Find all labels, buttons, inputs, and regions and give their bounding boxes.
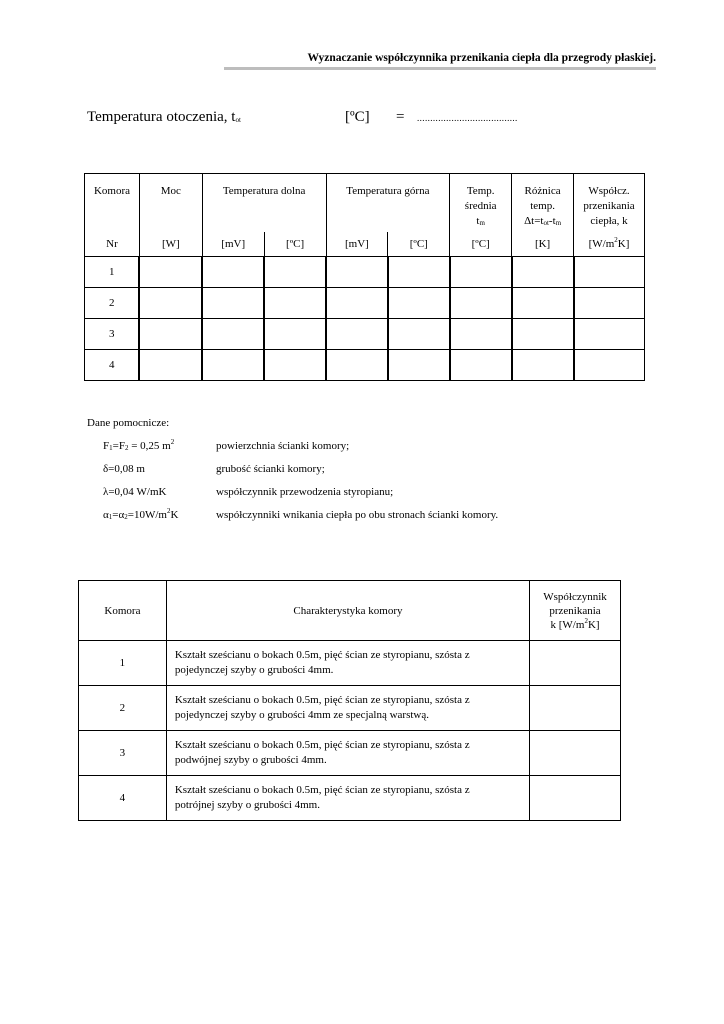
chamber-wsp-line3a: k [W/m	[550, 618, 585, 631]
cell-srednia[interactable]	[450, 288, 512, 319]
cell-gorna-mv[interactable]	[326, 257, 388, 288]
ambient-label-subscript: ot	[235, 116, 241, 124]
chamber-header-wspolczynnik	[530, 581, 621, 641]
chamber-desc-line1: Kształt sześcianu o bokach 0.5m, pięć ścian ze styropianu, szósta z	[174, 739, 470, 751]
header-roznica-line3b: -t	[548, 215, 556, 227]
chamber-desc-line2: pojedynczej szyby o grubości 4mm ze specjalną warstwą.	[174, 709, 429, 721]
unit-gorna-mv: [mV]	[326, 232, 388, 257]
chamber-row	[79, 731, 621, 776]
aux-desc-alpha: współczynniki wnikania ciepła po obu stronach ścianki komory.	[216, 509, 499, 521]
ambient-equals-sign: =	[396, 109, 405, 125]
header-temp-srednia-line3: t	[476, 215, 480, 227]
unit-dolna-mv: [mV]	[202, 232, 264, 257]
unit-wsp-part2: K]	[617, 238, 630, 250]
ambient-value-blank[interactable]: ......................................	[417, 113, 518, 123]
header-temp-dolna: Temperatura dolna	[202, 174, 326, 233]
aux-desc-area: powierzchnia ścianki komory;	[216, 440, 350, 452]
aux-sym-part: =10W/m	[127, 509, 167, 521]
chamber-wsp-line1: Współczynnik	[543, 590, 607, 603]
aux-sym-sub: 1	[108, 513, 113, 521]
header-moc: Moc	[139, 174, 202, 233]
aux-sym-sub: 2	[124, 444, 129, 452]
ambient-label-text: Temperatura otoczenia, t	[87, 109, 236, 125]
chamber-number: 4	[79, 776, 167, 821]
row-number: 1	[85, 257, 140, 288]
cell-dolna-mv[interactable]	[202, 288, 264, 319]
cell-moc[interactable]	[139, 288, 202, 319]
chamber-desc-line1: Kształt sześcianu o bokach 0.5m, pięć ścian ze styropianu, szósta z	[174, 694, 470, 706]
chamber-k-cell[interactable]	[530, 776, 621, 821]
unit-srednia-c: [ºC]	[450, 232, 512, 257]
header-roznica-line1: Różnica	[524, 185, 561, 197]
unit-wspolczynnik	[574, 232, 645, 257]
chamber-k-cell[interactable]	[530, 731, 621, 776]
header-roznica	[512, 174, 574, 233]
chamber-desc-line2: podwójnej szyby o grubości 4mm.	[174, 754, 327, 766]
cell-dolna-c[interactable]	[264, 257, 326, 288]
measurement-table	[84, 173, 645, 381]
aux-sym-part: = 0,25 m	[128, 440, 171, 452]
header-temp-srednia-line1: Temp.	[466, 185, 495, 197]
aux-sym-sub: 2	[124, 513, 128, 521]
header-roznica-sub-a: ot	[543, 219, 549, 227]
header-wspolczynnik	[574, 174, 645, 233]
chamber-desc-line1: Kształt sześcianu o bokach 0.5m, pięć ścian ze styropianu, szósta z	[174, 649, 470, 661]
measurement-row	[85, 350, 645, 381]
cell-dolna-mv[interactable]	[202, 319, 264, 350]
chamber-row	[79, 776, 621, 821]
header-temp-srednia-line2: średnia	[464, 200, 497, 212]
header-wspolcz-line1: Współcz.	[588, 185, 630, 197]
aux-sym-sup: 2	[170, 438, 175, 446]
aux-sym-sup: 2	[166, 507, 171, 515]
measurement-header-row	[85, 174, 645, 233]
row-number: 3	[85, 319, 140, 350]
cell-dolna-c[interactable]	[264, 288, 326, 319]
chamber-description	[166, 731, 529, 776]
unit-wsp-part1: [W/m	[588, 238, 615, 250]
aux-sym-part: α	[103, 509, 109, 521]
cell-wspolczynnik[interactable]	[574, 288, 645, 319]
ambient-temperature-unit: [ºC]	[345, 109, 370, 125]
unit-moc: [W]	[139, 232, 202, 257]
unit-roznica-k: [K]	[512, 232, 574, 257]
header-rule	[224, 67, 656, 70]
cell-dolna-mv[interactable]	[202, 257, 264, 288]
cell-gorna-mv[interactable]	[326, 350, 388, 381]
chamber-wsp-line3b: K]	[587, 618, 600, 631]
chamber-wsp-sup: 2	[584, 616, 588, 625]
cell-gorna-c[interactable]	[388, 257, 450, 288]
aux-data-title: Dane pomocnicze:	[87, 417, 170, 429]
cell-srednia[interactable]	[450, 319, 512, 350]
chamber-description	[166, 686, 529, 731]
cell-moc[interactable]	[139, 350, 202, 381]
aux-symbol-thickness: δ=0,08 m	[103, 463, 145, 475]
chamber-description	[166, 776, 529, 821]
header-wspolcz-line2: przenikania	[583, 200, 635, 212]
header-roznica-sub-b: m	[555, 219, 562, 227]
page-header-title: Wyznaczanie współczynnika przenikania ciepła dla przegrody płaskiej.	[307, 52, 656, 64]
cell-gorna-mv[interactable]	[326, 319, 388, 350]
unit-wsp-sup: 2	[614, 236, 618, 244]
aux-desc-conductivity: współczynnik przewodzenia styropianu;	[216, 486, 394, 498]
chamber-header-row	[79, 581, 621, 641]
cell-roznica[interactable]	[512, 319, 574, 350]
aux-sym-part: K	[170, 509, 179, 521]
cell-gorna-mv[interactable]	[326, 288, 388, 319]
header-roznica-line2: temp.	[530, 200, 555, 212]
row-number: 4	[85, 350, 140, 381]
cell-gorna-c[interactable]	[388, 288, 450, 319]
row-number: 2	[85, 288, 140, 319]
chamber-number: 1	[79, 641, 167, 686]
cell-moc[interactable]	[139, 257, 202, 288]
header-roznica-line3a: Δt=t	[524, 215, 544, 227]
chamber-table	[78, 580, 621, 821]
measurement-units-row	[85, 232, 645, 257]
measurement-row	[85, 319, 645, 350]
header-temp-srednia-sub: m	[479, 219, 485, 227]
aux-sym-sub: 1	[109, 444, 113, 452]
aux-sym-part: F	[103, 440, 110, 452]
chamber-k-cell[interactable]	[530, 641, 621, 686]
unit-dolna-c: [ºC]	[264, 232, 326, 257]
aux-sym-part: =F	[112, 440, 125, 452]
cell-roznica[interactable]	[512, 257, 574, 288]
cell-wspolczynnik[interactable]	[574, 319, 645, 350]
cell-dolna-c[interactable]	[264, 350, 326, 381]
chamber-desc-line1: Kształt sześcianu o bokach 0.5m, pięć ścian ze styropianu, szósta z	[174, 784, 470, 796]
aux-symbol-area	[103, 440, 174, 452]
cell-roznica[interactable]	[512, 350, 574, 381]
cell-gorna-c[interactable]	[388, 350, 450, 381]
chamber-description	[166, 641, 529, 686]
ambient-temperature-label	[87, 109, 241, 126]
cell-wspolczynnik[interactable]	[574, 350, 645, 381]
measurement-row	[85, 288, 645, 319]
chamber-row	[79, 686, 621, 731]
chamber-wsp-line2: przenikania	[549, 604, 601, 617]
measurement-row	[85, 257, 645, 288]
unit-gorna-c: [ºC]	[388, 232, 450, 257]
unit-nr: Nr	[85, 232, 140, 257]
chamber-desc-line2: potrójnej szyby o grubości 4mm.	[174, 799, 320, 811]
cell-dolna-mv[interactable]	[202, 350, 264, 381]
aux-symbol-conductivity: λ=0,04 W/mK	[103, 486, 167, 498]
chamber-row	[79, 641, 621, 686]
cell-srednia[interactable]	[450, 257, 512, 288]
header-komora: Komora	[85, 174, 140, 233]
chamber-desc-line2: pojedynczej szyby o grubości 4mm.	[174, 664, 334, 676]
aux-desc-thickness: grubość ścianki komory;	[216, 463, 325, 475]
cell-roznica[interactable]	[512, 288, 574, 319]
aux-sym-part: =α	[112, 509, 125, 521]
chamber-k-cell[interactable]	[530, 686, 621, 731]
header-temp-srednia	[450, 174, 512, 233]
chamber-number: 3	[79, 731, 167, 776]
cell-moc[interactable]	[139, 319, 202, 350]
cell-wspolczynnik[interactable]	[574, 257, 645, 288]
cell-gorna-c[interactable]	[388, 319, 450, 350]
cell-srednia[interactable]	[450, 350, 512, 381]
chamber-number: 2	[79, 686, 167, 731]
header-temp-gorna: Temperatura górna	[326, 174, 450, 233]
chamber-header-charakterystyka: Charakterystyka komory	[166, 581, 529, 641]
header-wspolcz-line3: ciepła, k	[590, 215, 628, 227]
chamber-header-komora: Komora	[79, 581, 167, 641]
aux-symbol-alpha	[103, 509, 178, 521]
cell-dolna-c[interactable]	[264, 319, 326, 350]
